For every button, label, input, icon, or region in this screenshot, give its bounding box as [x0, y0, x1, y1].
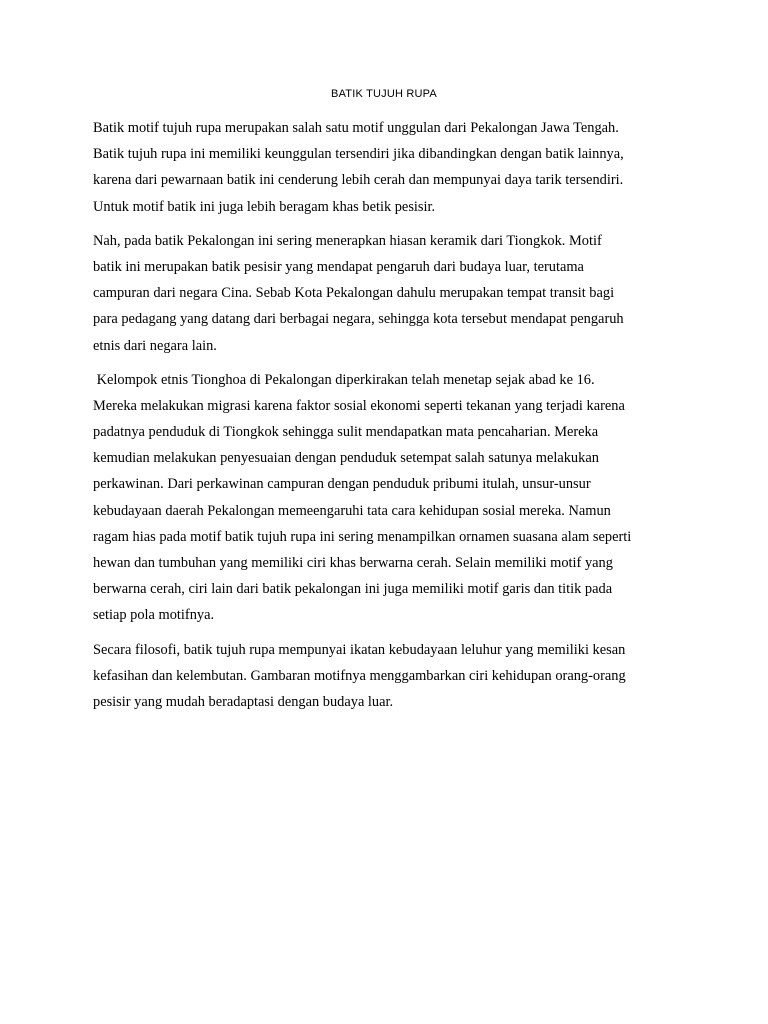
paragraph-line: Batik motif tujuh rupa merupakan salah satu motif unggulan dari Pekalongan Jawa Tengah. — [93, 120, 619, 136]
paragraph-3 — [93, 367, 677, 629]
paragraph-line: Secara filosofi, batik tujuh rupa mempunyai ikatan kebudayaan leluhur yang memiliki kesan — [93, 641, 626, 658]
paragraph-line: kebudayaan daerah Pekalongan memeengaruhi tata cara kehidupan sosial mereka. Namun — [93, 502, 611, 519]
paragraph-line: ragam hias pada motif batik tujuh rupa ini sering menampilkan ornamen suasana alam seperti — [93, 528, 632, 545]
paragraph-line: batik ini merupakan batik pesisir yang mendapat pengaruh dari budaya luar, terutama — [93, 258, 584, 275]
paragraph-line: Mereka melakukan migrasi karena faktor sosial ekonomi seperti tekanan yang terjadi karena — [93, 397, 625, 414]
paragraph-line: kemudian melakukan penyesuaian dengan penduduk setempat salah satunya melakukan — [93, 450, 599, 467]
paragraph-line: Nah, pada batik Pekalongan ini sering menerapkan hiasan keramik dari Tiongkok. Motif — [93, 232, 602, 249]
paragraph-line: setiap pola motifnya. — [93, 607, 215, 624]
paragraph-line: pesisir yang mudah beradaptasi dengan budaya luar. — [93, 693, 394, 710]
paragraph-1 — [93, 115, 677, 220]
paragraph-line: padatnya penduduk di Tiongkok sehingga sulit mendapatkan mata pencaharian. Mereka — [93, 424, 599, 441]
paragraph-line: campuran dari negara Cina. Sebab Kota Pekalongan dahulu merupakan tempat transit bagi — [93, 285, 615, 302]
paragraph-line: kefasihan dan kelembutan. Gambaran motifnya menggambarkan ciri kehidupan orang-orang — [93, 667, 626, 684]
document-title: BATIK TUJUH RUPA — [331, 88, 437, 100]
document-body — [93, 115, 677, 715]
paragraph-line: Untuk motif batik ini juga lebih beragam khas betik pesisir. — [93, 198, 436, 215]
paragraph-line: para pedagang yang datang dari berbagai negara, sehingga kota tersebut mendapat pengaruh — [93, 311, 624, 328]
paragraph-line: hewan dan tumbuhan yang memiliki ciri khas berwarna cerah. Selain memiliki motif yang — [93, 555, 613, 571]
paragraph-line: Batik tujuh rupa ini memiliki keunggulan tersendiri jika dibandingkan dengan batik lainnya, — [93, 146, 624, 163]
paragraph-line: perkawinan. Dari perkawinan campuran dengan penduduk pribumi itulah, unsur-unsur — [93, 476, 591, 493]
paragraph-4 — [93, 637, 677, 716]
paragraph-line: berwarna cerah, ciri lain dari batik pekalongan ini juga memiliki motif garis dan titik pada — [93, 581, 613, 598]
paragraph-2 — [93, 228, 677, 359]
paragraph-line: etnis dari negara lain. — [93, 337, 217, 354]
paragraph-line: karena dari pewarnaan batik ini cenderung lebih cerah dan mempunyai daya tarik tersendiri. — [93, 172, 624, 189]
paragraph-line: Kelompok etnis Tionghoa di Pekalongan diperkirakan telah menetap sejak abad ke 16. — [93, 371, 595, 388]
